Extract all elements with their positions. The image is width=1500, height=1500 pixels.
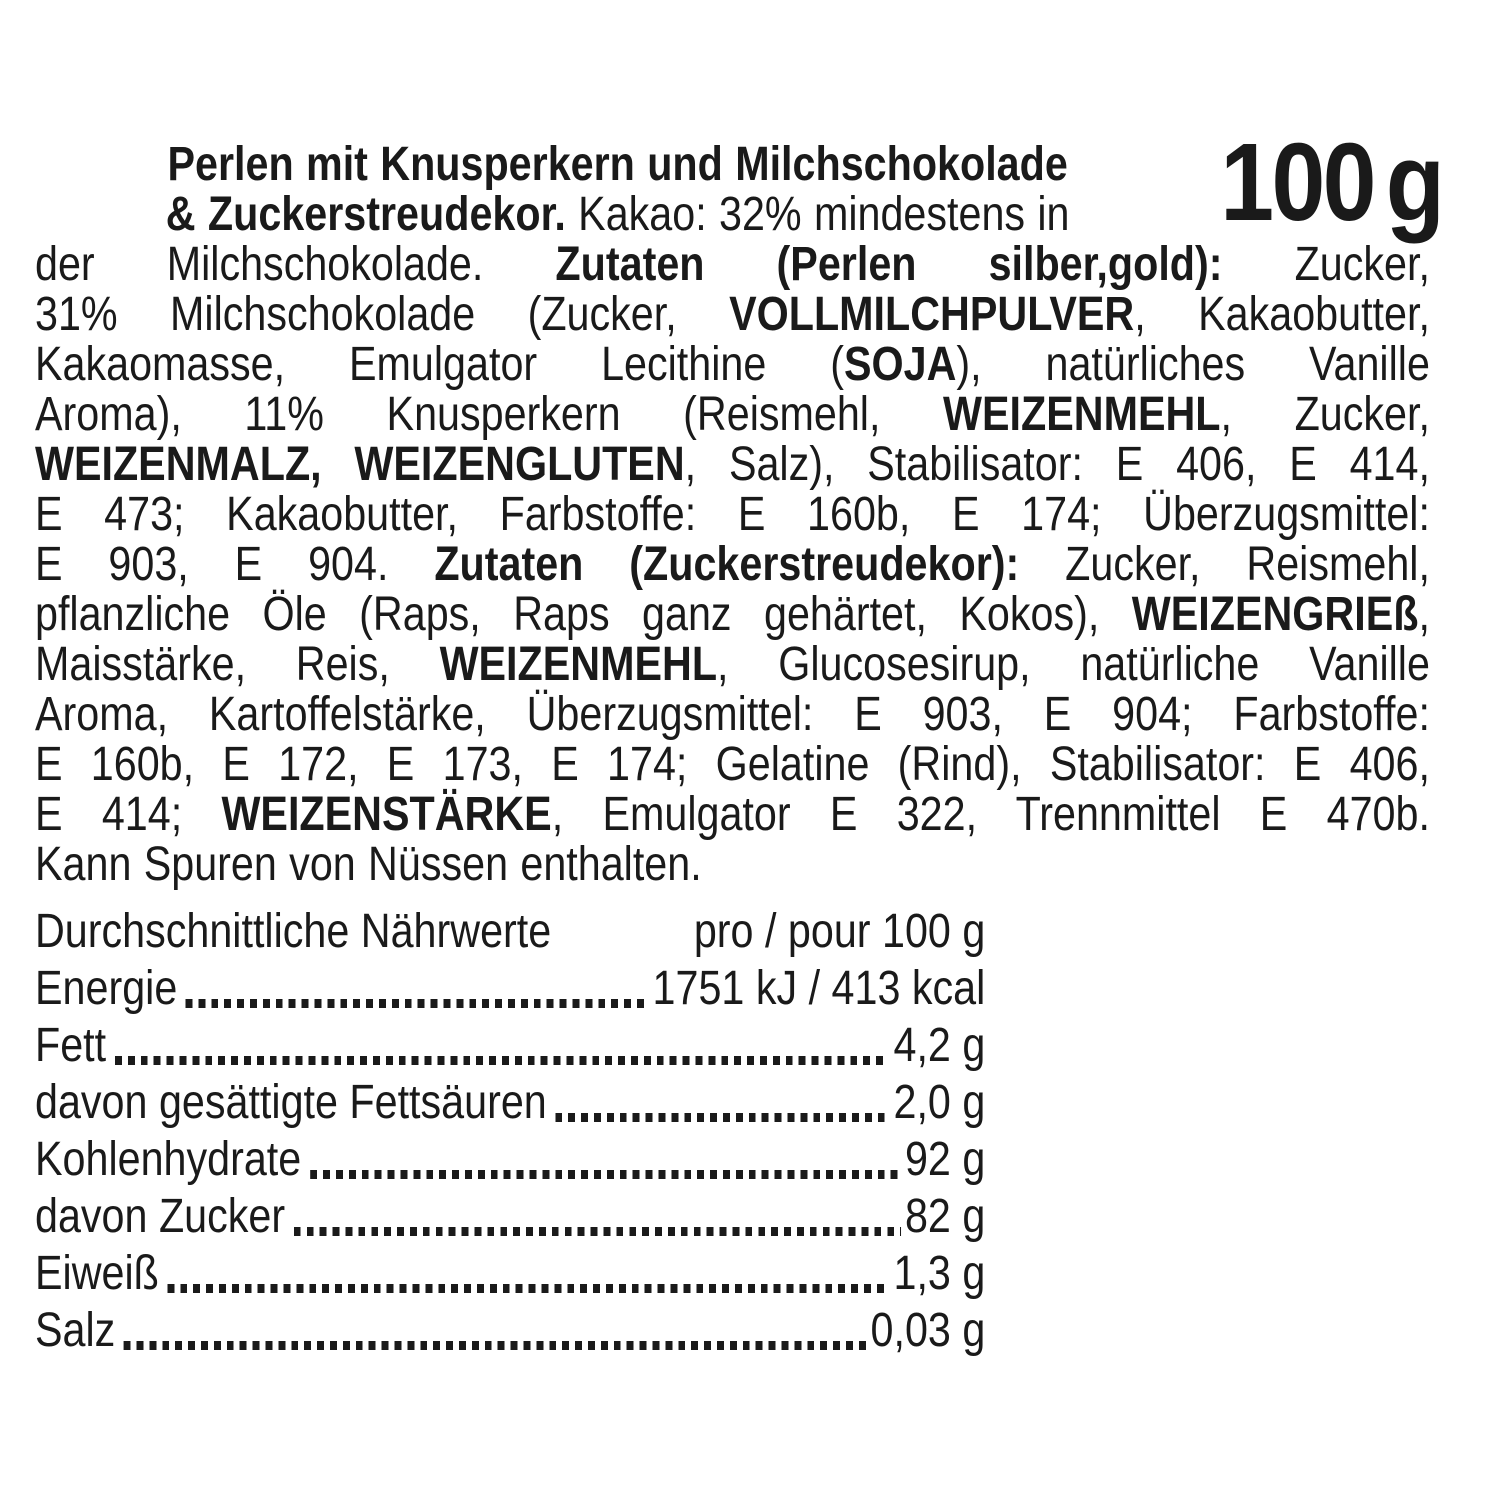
ingredient-segment: ), natürliches Vanille xyxy=(956,338,1430,391)
ingredient-segment: , Emulgator E 322, Trennmittel E 470b. xyxy=(551,788,1430,841)
ingredient-segment: pflanzliche Öle (Raps, Raps ganz gehärtet, Kokos), xyxy=(35,588,1132,641)
nutrition-row xyxy=(35,960,985,1017)
ingredient-segment: E 473; Kakaobutter, Farbstoffe: E 160b, E 174; Überzugsmittel: xyxy=(35,488,1430,541)
ingredient-line xyxy=(35,740,1430,790)
weight-badge: 100 g xyxy=(1219,121,1442,244)
ingredient-segment: , Kakaobutter, xyxy=(1134,288,1430,341)
nutrition-rows xyxy=(35,960,985,1359)
ingredient-segment: E 160b, E 172, E 173, E 174; Gelatine (Rind), Stabilisator: E 406, xyxy=(35,738,1430,791)
ingredient-segment: , xyxy=(1418,588,1430,641)
ingredient-line xyxy=(35,140,1430,190)
ingredient-segment-bold: Zutaten (Perlen silber,gold): xyxy=(555,238,1223,291)
ingredient-segment: , Salz), Stabilisator: E 406, E 414, xyxy=(684,438,1430,491)
ingredient-line xyxy=(35,390,1430,440)
dot-leader xyxy=(115,1056,889,1065)
ingredient-segment: Aroma), 11% Knusperkern (Reismehl, xyxy=(35,388,944,441)
nutrition-label: Energie xyxy=(35,962,178,1015)
ingredient-segment-bold: Perlen mit Knusperkern und Milchschokolade xyxy=(167,138,1068,191)
ingredient-line xyxy=(35,440,1430,490)
nutrition-row xyxy=(35,1302,985,1359)
ingredient-line xyxy=(35,190,1430,240)
nutrition-header-title: Durchschnittliche Nährwerte xyxy=(35,905,552,958)
nutrition-value: 4,2 g xyxy=(893,1019,986,1072)
nutrition-value: 0,03 g xyxy=(870,1304,986,1357)
ingredients-paragraph xyxy=(35,140,1430,890)
ingredient-segment: E 414; xyxy=(35,788,222,841)
ingredient-segment: , Glucosesirup, natürliche Vanille xyxy=(717,638,1430,691)
nutrition-row xyxy=(35,1017,985,1074)
nutrition-label: Salz xyxy=(35,1304,116,1357)
ingredient-line xyxy=(35,540,1430,590)
ingredient-segment-bold: VOLLMILCHPULVER xyxy=(729,288,1135,341)
ingredient-segment: Zucker, xyxy=(1222,238,1430,291)
ingredient-segment-bold: & Zuckerstreudekor. xyxy=(165,188,566,241)
nutrition-label: Kohlenhydrate xyxy=(35,1133,302,1186)
ingredient-line xyxy=(35,840,1430,890)
nutrition-value: 92 g xyxy=(904,1133,986,1186)
ingredient-segment: Zucker, Reismehl, xyxy=(1019,538,1430,591)
dot-leader xyxy=(186,999,648,1008)
ingredient-segment-bold: SOJA xyxy=(843,338,957,391)
nutrition-header xyxy=(35,903,985,960)
ingredient-line xyxy=(35,240,1430,290)
dot-leader xyxy=(124,1341,866,1350)
ingredient-segment-bold: WEIZENMEHL xyxy=(943,388,1221,441)
nutrition-value: 1751 kJ / 413 kcal xyxy=(652,962,986,1015)
nutrition-label: Fett xyxy=(35,1019,107,1072)
nutrition-label: davon Zucker xyxy=(35,1190,286,1243)
nutrition-header-unit: pro / pour 100 g xyxy=(693,905,986,958)
ingredient-segment: der Milchschokolade. xyxy=(35,238,556,291)
ingredient-segment: Aroma, Kartoffelstärke, Überzugsmittel: E 903, E 904; Farbstoffe: xyxy=(35,688,1430,741)
ingredient-line xyxy=(35,340,1430,390)
nutrition-value: 2,0 g xyxy=(893,1076,986,1129)
ingredient-segment: Kann Spuren von Nüssen enthalten. xyxy=(35,838,702,891)
ingredient-segment: , Zucker, xyxy=(1220,388,1430,441)
dot-leader xyxy=(555,1113,889,1122)
ingredient-line xyxy=(35,690,1430,740)
dot-leader xyxy=(294,1227,901,1236)
nutrition-label: davon gesättigte Fettsäuren xyxy=(35,1076,547,1129)
ingredient-segment-bold: WEIZENMALZ, WEIZENGLUTEN xyxy=(35,438,685,491)
ingredient-line xyxy=(35,640,1430,690)
ingredient-segment: 31% Milchschokolade (Zucker, xyxy=(35,288,730,341)
nutrition-label: Eiweiß xyxy=(35,1247,159,1300)
ingredient-segment-bold: WEIZENGRIEß xyxy=(1131,588,1419,641)
nutrition-value: 1,3 g xyxy=(893,1247,986,1300)
nutrition-row xyxy=(35,1188,985,1245)
ingredient-segment: Kakao: 32% mindestens in xyxy=(565,188,1070,241)
ingredient-line xyxy=(35,490,1430,540)
ingredient-segment-bold: Zutaten (Zuckerstreudekor): xyxy=(434,538,1020,591)
ingredient-line xyxy=(35,290,1430,340)
ingredient-line xyxy=(35,590,1430,640)
ingredient-segment: Kakaomasse, Emulgator Lecithine ( xyxy=(35,338,844,391)
nutrition-row xyxy=(35,1245,985,1302)
ingredient-line xyxy=(35,790,1430,840)
ingredient-segment: Maisstärke, Reis, xyxy=(35,638,440,691)
nutrition-table xyxy=(35,903,985,1359)
nutrition-row xyxy=(35,1131,985,1188)
dot-leader xyxy=(310,1170,901,1179)
nutrition-value: 82 g xyxy=(904,1190,986,1243)
ingredient-segment-bold: WEIZENSTÄRKE xyxy=(221,788,552,841)
ingredient-segment: E 903, E 904. xyxy=(35,538,435,591)
nutrition-row xyxy=(35,1074,985,1131)
dot-leader xyxy=(167,1284,889,1293)
ingredient-segment-bold: WEIZENMEHL xyxy=(439,638,718,691)
